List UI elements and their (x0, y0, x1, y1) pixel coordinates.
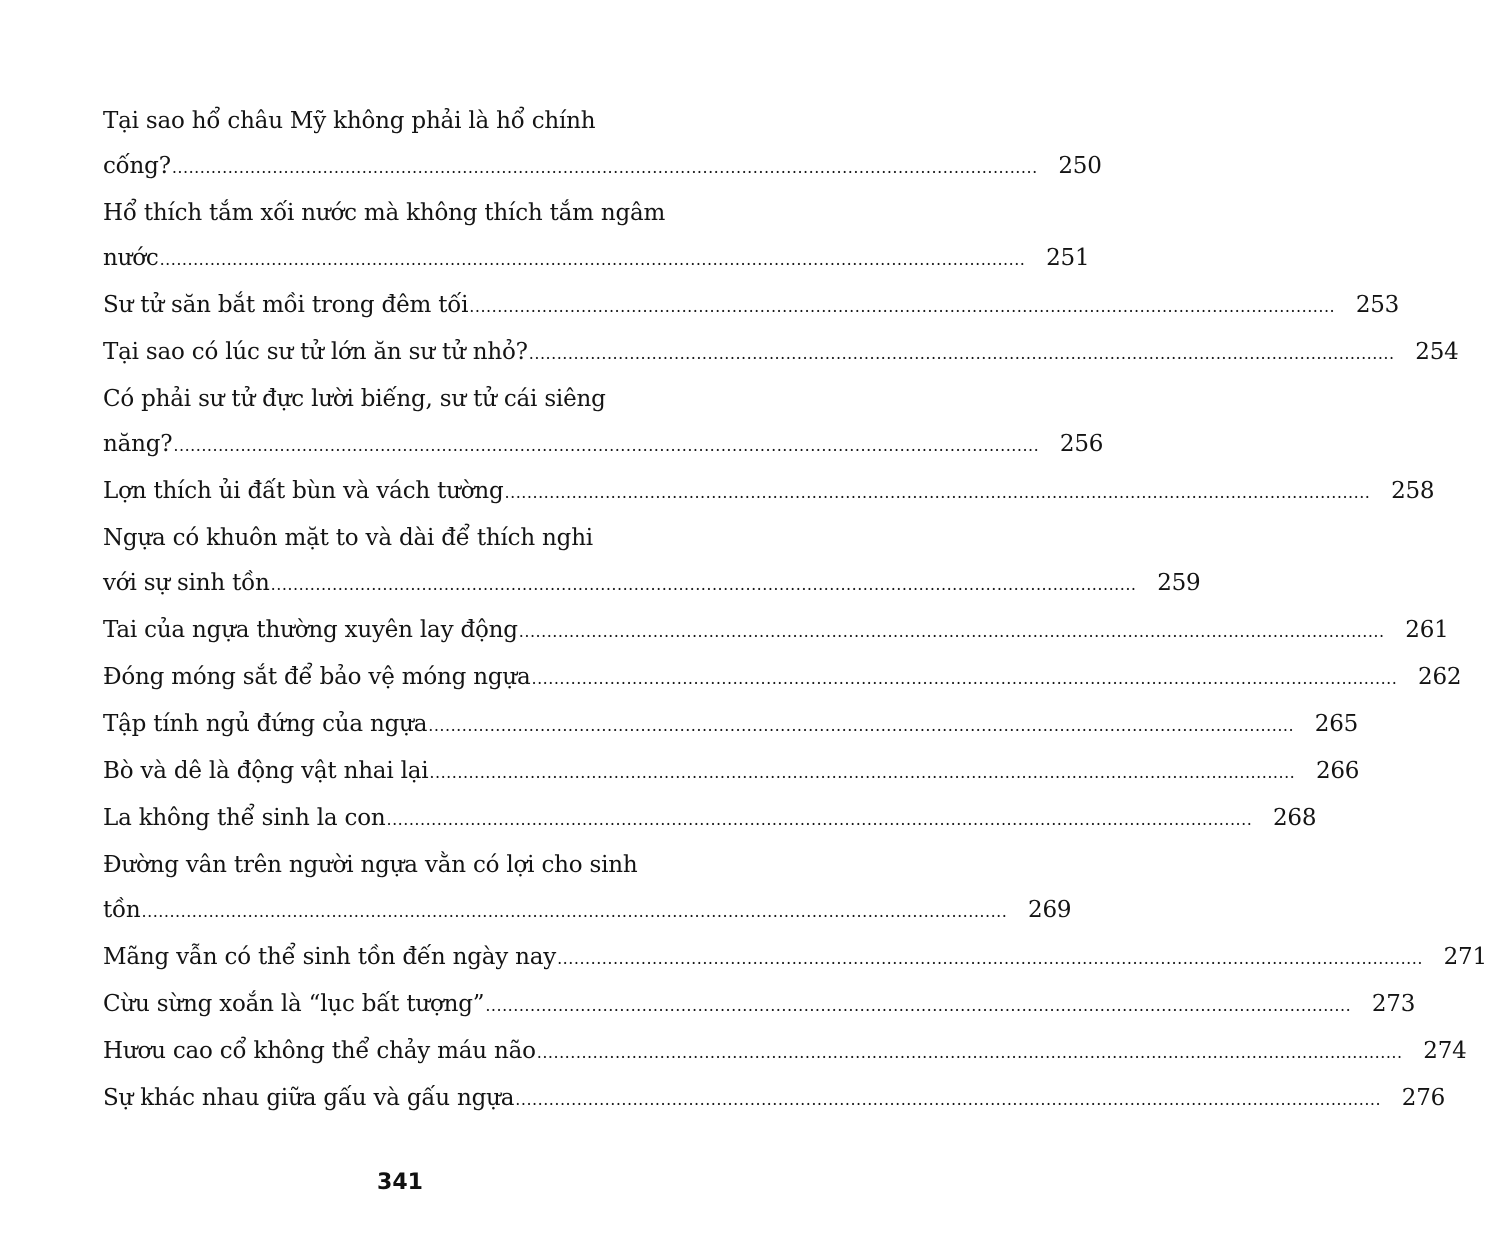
dot-leader: ........................................................................................................................................................... (536, 1043, 1403, 1062)
dot-leader: ........................................................................................................................................................... (531, 669, 1398, 688)
toc-entry-title: Tại sao có lúc sư tử lớn ăn sư tử nhỏ? (103, 339, 528, 365)
toc-entry (103, 750, 1360, 792)
toc-entry-page: 256 (1059, 431, 1104, 457)
toc-entry-page: 266 (1315, 758, 1360, 784)
dot-leader: ........................................................................................................................................................... (141, 902, 1008, 921)
toc-entry-title: Tập tính ngủ đứng của ngựa (103, 711, 428, 737)
dot-leader: ........................................................................................................................................................... (518, 622, 1385, 641)
toc-entry (103, 284, 1400, 326)
toc-entry-page: 261 (1405, 617, 1449, 643)
page-number: 341 (377, 1170, 423, 1195)
toc-entry (103, 517, 1201, 604)
toc-entry (103, 797, 1317, 839)
dot-leader: ........................................................................................................................................................... (159, 250, 1026, 269)
toc-entry-title-cont: với sự sinh tồn (103, 570, 270, 596)
toc-entry (103, 1030, 1467, 1072)
toc-entry-title: Đường vân trên người ngựa vằn có lợi cho sinh (103, 852, 638, 878)
toc-entry-page: 268 (1273, 805, 1317, 831)
dot-leader: ........................................................................................................................................................... (171, 158, 1038, 177)
toc-entry-page: 273 (1371, 991, 1416, 1017)
toc-entry-title: Mãng vẫn có thể sinh tồn đến ngày nay (103, 944, 557, 970)
dot-leader: ........................................................................................................................................................... (386, 810, 1253, 829)
toc-entry-title: La không thể sinh la con (103, 805, 386, 831)
toc-entry-title: Tai của ngựa thường xuyên lay động (103, 617, 518, 643)
table-of-contents (103, 100, 1487, 1124)
toc-entry-page: 271 (1443, 944, 1487, 970)
toc-entry-title: Đóng móng sắt để bảo vệ móng ngựa (103, 664, 531, 690)
toc-entry-title-cont: nước (103, 245, 159, 271)
toc-entry-page: 258 (1391, 478, 1435, 504)
toc-entry (103, 844, 1072, 931)
dot-leader: ........................................................................................................................................................... (485, 996, 1352, 1015)
toc-entry-page: 250 (1058, 153, 1102, 179)
toc-entry (103, 983, 1416, 1025)
dot-leader: ........................................................................................................................................................... (173, 436, 1040, 455)
toc-entry-page: 276 (1401, 1085, 1446, 1111)
toc-entry-title: Tại sao hổ châu Mỹ không phải là hổ chính (103, 108, 596, 134)
toc-entry-title: Cừu sừng xoắn là “lục bất tượng” (103, 991, 485, 1017)
dot-leader: ........................................................................................................................................................... (557, 949, 1423, 968)
toc-entry-title: Lợn thích ủi đất bùn và vách tường (103, 478, 504, 504)
toc-entry-page: 254 (1415, 339, 1459, 365)
toc-entry-title-cont: năng? (103, 431, 173, 457)
toc-entry (103, 656, 1462, 698)
toc-entry (103, 1077, 1446, 1119)
toc-entry (103, 100, 1102, 187)
toc-entry-title: Hươu cao cổ không thể chảy máu não (103, 1038, 536, 1064)
toc-entry-page: 265 (1314, 711, 1359, 737)
toc-entry (103, 936, 1487, 978)
toc-entry-title: Sự khác nhau giữa gấu và gấu ngựa (103, 1085, 515, 1111)
toc-entry-title: Hổ thích tắm xối nước mà không thích tắm ngâm (103, 200, 666, 226)
toc-entry-title: Sư tử săn bắt mồi trong đêm tối (103, 292, 469, 318)
toc-entry-title-cont: tồn (103, 897, 141, 923)
toc-entry-title: Có phải sư tử đực lười biếng, sư tử cái siêng (103, 386, 606, 412)
dot-leader: ........................................................................................................................................................... (515, 1090, 1382, 1109)
dot-leader: ........................................................................................................................................................... (469, 297, 1336, 316)
dot-leader: ........................................................................................................................................................... (429, 763, 1296, 782)
toc-entry-page: 269 (1028, 897, 1072, 923)
toc-entry (103, 331, 1459, 373)
toc-entry-page: 259 (1157, 570, 1201, 596)
toc-entry-page: 251 (1046, 245, 1090, 271)
toc-entry (103, 470, 1435, 512)
toc-entry-title: Bò và dê là động vật nhai lại (103, 758, 429, 784)
toc-entry (103, 703, 1359, 745)
toc-entry-page: 262 (1418, 664, 1462, 690)
toc-entry-page: 274 (1423, 1038, 1467, 1064)
dot-leader: ........................................................................................................................................................... (528, 344, 1395, 363)
dot-leader: ........................................................................................................................................................... (428, 716, 1295, 735)
toc-entry (103, 378, 1104, 465)
toc-entry (103, 192, 1090, 279)
toc-entry-title-cont: cống? (103, 153, 171, 179)
dot-leader: ........................................................................................................................................................... (270, 575, 1137, 594)
dot-leader: ........................................................................................................................................................... (504, 483, 1371, 502)
toc-entry (103, 609, 1449, 651)
toc-entry-page: 253 (1355, 292, 1400, 318)
toc-entry-title: Ngựa có khuôn mặt to và dài để thích nghi (103, 525, 593, 551)
